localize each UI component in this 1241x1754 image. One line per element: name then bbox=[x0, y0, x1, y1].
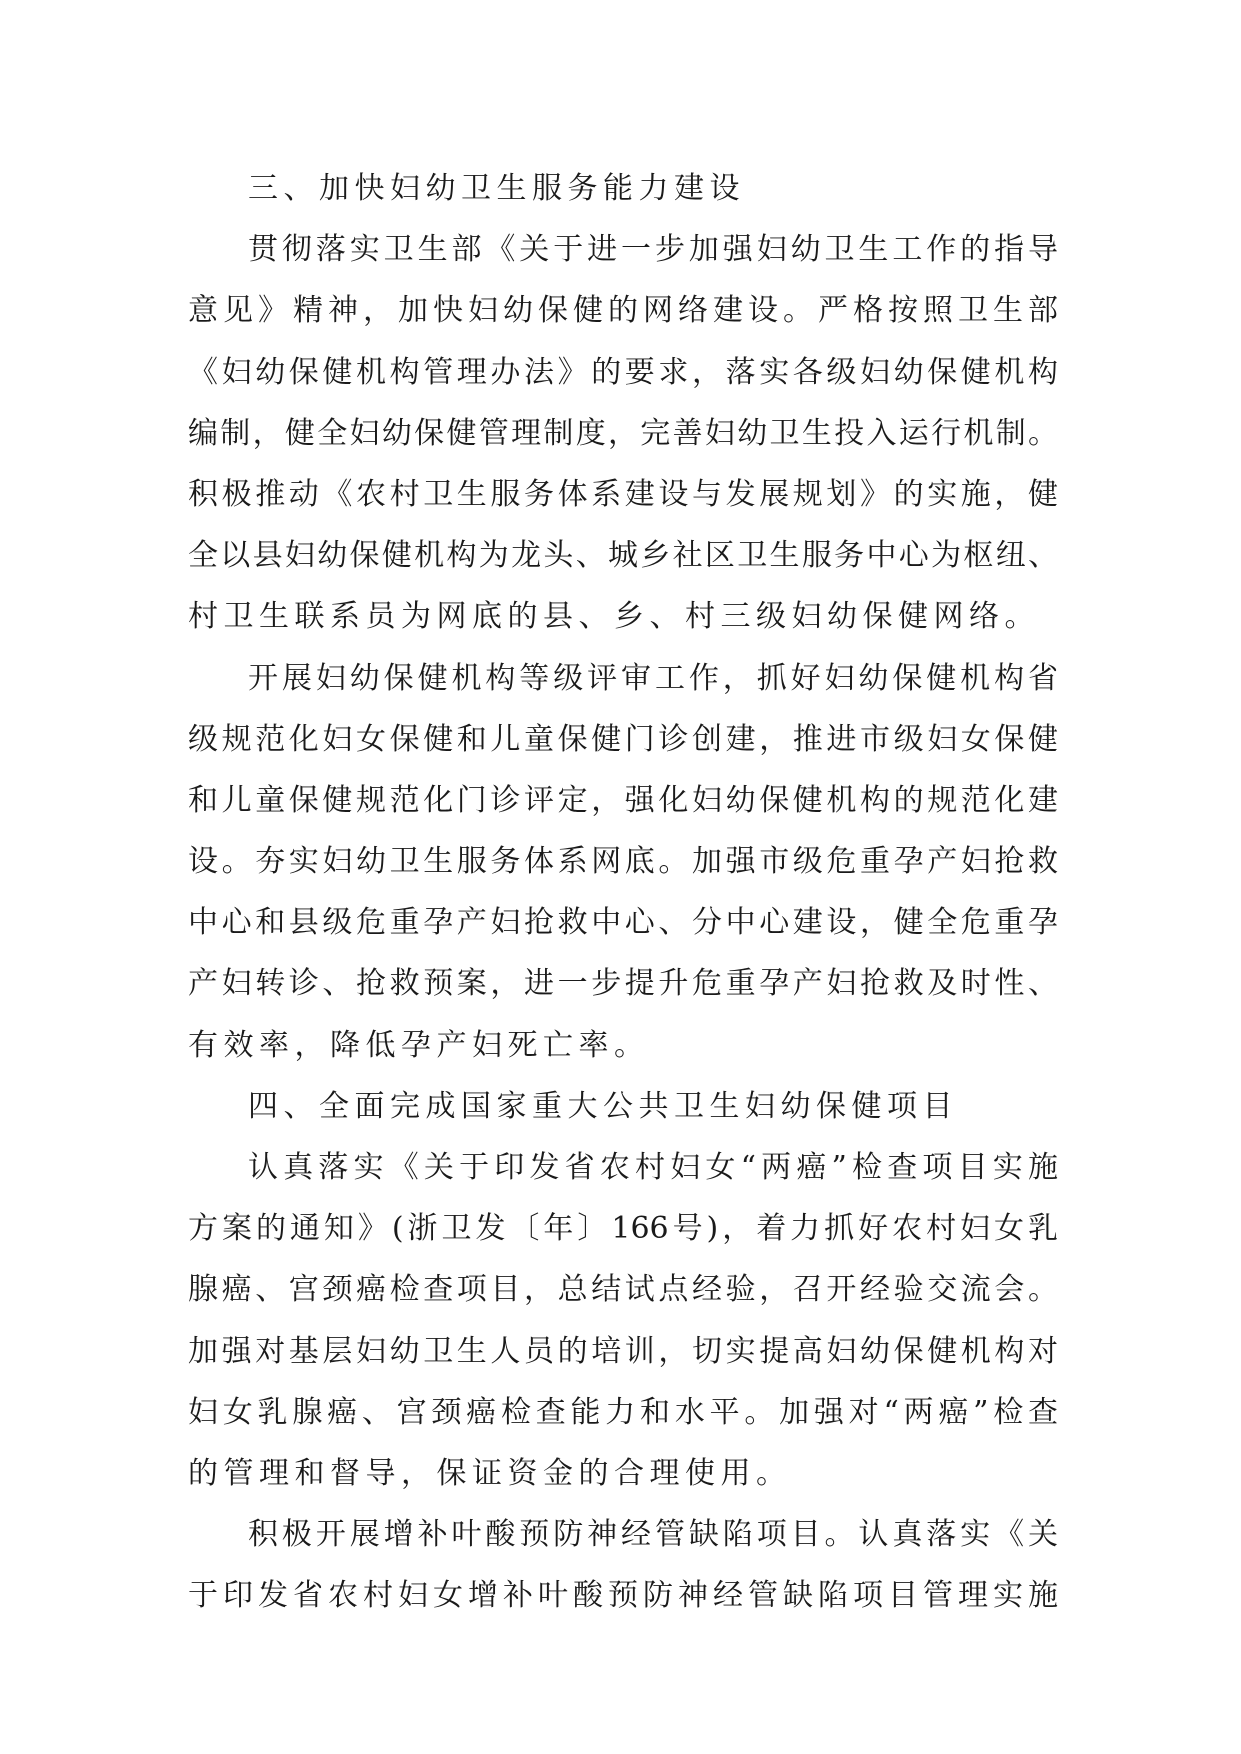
paragraph-line: 编制，健全妇幼保健管理制度，完善妇幼卫生投入运行机制。 bbox=[188, 415, 1058, 451]
paragraph-line: 于印发省农村妇女增补叶酸预防神经管缺陷项目管理实施 bbox=[188, 1578, 1058, 1614]
section-heading-3: 三、加快妇幼卫生服务能力建设 bbox=[248, 171, 745, 206]
paragraph-line: 设。夯实妇幼卫生服务体系网底。加强市级危重孕产妇抢救 bbox=[188, 844, 1058, 880]
paragraph-line: 意见》精神，加快妇幼保健的网络建设。严格按照卫生部 bbox=[188, 293, 1058, 329]
paragraph-line: 方案的通知》(浙卫发〔年〕166号)，着力抓好农村妇女乳 bbox=[188, 1211, 1058, 1247]
paragraph-line: 全以县妇幼保健机构为龙头、城乡社区卫生服务中心为枢纽、 bbox=[188, 538, 1058, 574]
paragraph-line: 腺癌、宫颈癌检查项目，总结试点经验，召开经验交流会。 bbox=[188, 1272, 1058, 1308]
paragraph-line: 的管理和督导，保证资金的合理使用。 bbox=[188, 1455, 792, 1491]
paragraph-line: 村卫生联系员为网底的县、乡、村三级妇幼保健网络。 bbox=[188, 599, 1040, 635]
paragraph-line: 中心和县级危重孕产妇抢救中心、分中心建设，健全危重孕 bbox=[188, 905, 1058, 941]
paragraph-line: 有效率，降低孕产妇死亡率。 bbox=[188, 1027, 650, 1063]
paragraph-line: 贯彻落实卫生部《关于进一步加强妇幼卫生工作的指导 bbox=[248, 232, 1058, 268]
paragraph-line: 积极推动《农村卫生服务体系建设与发展规划》的实施，健 bbox=[188, 476, 1058, 512]
document-body bbox=[188, 158, 1058, 1627]
paragraph-line: 积极开展增补叶酸预防神经管缺陷项目。认真落实《关 bbox=[248, 1517, 1058, 1553]
paragraph-line: 产妇转诊、抢救预案，进一步提升危重孕产妇抢救及时性、 bbox=[188, 966, 1058, 1002]
paragraph-line: 妇女乳腺癌、宫颈癌检查能力和水平。加强对“两癌”检查 bbox=[188, 1394, 1058, 1430]
paragraph-line: 认真落实《关于印发省农村妇女“两癌”检查项目实施 bbox=[248, 1150, 1058, 1185]
section-heading-4: 四、全面完成国家重大公共卫生妇幼保健项目 bbox=[248, 1088, 958, 1124]
paragraph-line: 加强对基层妇幼卫生人员的培训，切实提高妇幼保健机构对 bbox=[188, 1333, 1058, 1369]
paragraph-line: 开展妇幼保健机构等级评审工作，抓好妇幼保健机构省 bbox=[248, 660, 1058, 696]
paragraph-line: 《妇幼保健机构管理办法》的要求，落实各级妇幼保健机构 bbox=[188, 354, 1058, 390]
paragraph-line: 和儿童保健规范化门诊评定，强化妇幼保健机构的规范化建 bbox=[188, 782, 1058, 818]
paragraph-line: 级规范化妇女保健和儿童保健门诊创建，推进市级妇女保健 bbox=[188, 721, 1058, 757]
